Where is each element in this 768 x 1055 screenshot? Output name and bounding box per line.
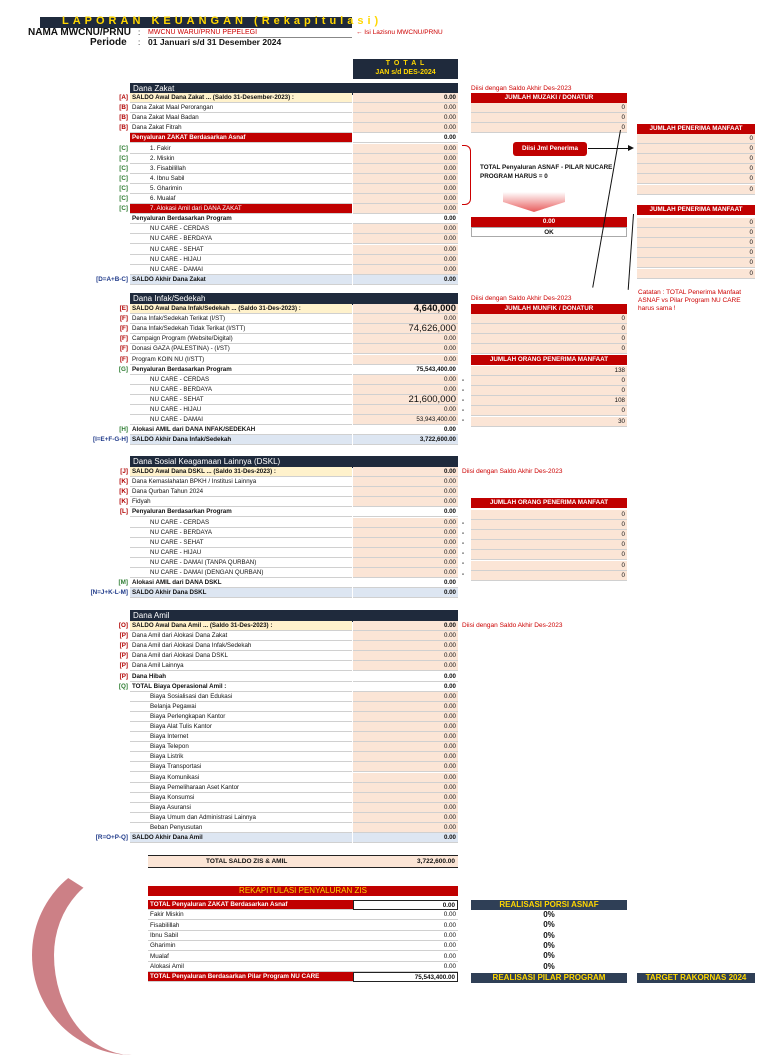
row-value[interactable]: 0.00 — [353, 712, 458, 722]
row-value[interactable]: 0.00 — [353, 344, 458, 354]
count-value[interactable]: 0 — [637, 174, 755, 184]
row-code: [C] — [119, 184, 128, 192]
realisasi-value: 0% — [543, 940, 555, 950]
row-code: [P] — [119, 642, 128, 650]
row-value[interactable]: 0.00 — [353, 487, 458, 497]
count-value[interactable]: 0 — [637, 134, 755, 144]
row-label: NU CARE - SEHAT — [130, 538, 352, 548]
ditto-mark: " — [462, 522, 465, 529]
realisasi-value: 0% — [543, 920, 555, 930]
row-label: Beban Penyusutan — [130, 823, 352, 833]
rekap-row-value: 0.00 — [353, 952, 458, 962]
row-value[interactable]: 0.00 — [353, 732, 458, 742]
arrow-right-icon — [588, 148, 630, 149]
realisasi-pilar-header: REALISASI PILAR PROGRAM — [471, 973, 627, 983]
row-label: NU CARE - DAMAI (TANPA QURBAN) — [130, 558, 352, 568]
row-code: [B] — [119, 114, 128, 122]
row-code: [P] — [119, 632, 128, 640]
row-label: Dana Hibah — [130, 672, 352, 682]
row-code: [G] — [118, 365, 128, 373]
section-title-zakat: Dana Zakat — [130, 83, 458, 95]
row-value[interactable]: 0.00 — [353, 803, 458, 813]
rekap-row-label: Alokasi Amil — [148, 962, 353, 972]
row-code: [B] — [119, 104, 128, 112]
rekap-title: REKAPITULASI PENYALURAN ZIS — [148, 886, 458, 896]
row-code: [C] — [119, 144, 128, 152]
row-label: Dana Amil Lainnya — [130, 661, 352, 671]
row-label: Biaya Internet — [130, 732, 352, 742]
zakat-saldo-note: Diisi dengan Saldo Akhir Des-2023 — [471, 85, 572, 92]
down-arrow-icon — [503, 192, 565, 212]
realisasi-value: 0% — [543, 951, 555, 961]
row-value[interactable]: 0.00 — [353, 224, 458, 234]
row-label: NU CARE - HIJAU — [130, 255, 352, 265]
count-value[interactable]: 0 — [637, 218, 755, 228]
count-value[interactable]: 0 — [637, 248, 755, 258]
row-value[interactable]: 0.00 — [353, 204, 458, 214]
row-value[interactable]: 0.00 — [353, 692, 458, 702]
row-label: NU CARE - BERDAYA — [130, 528, 352, 538]
row-label: Biaya Alat Tulis Kantor — [130, 722, 352, 732]
row-value[interactable]: 0.00 — [353, 154, 458, 164]
bracket-icon — [462, 145, 471, 205]
row-value[interactable]: 0.00 — [353, 641, 458, 651]
row-value[interactable]: 0.00 — [353, 467, 458, 477]
row-value[interactable]: 0.00 — [353, 722, 458, 732]
row-code: [K] — [119, 478, 128, 486]
row-value[interactable]: 0.00 — [353, 314, 458, 324]
row-label: SALDO Awal Dana Zakat ... (Saldo 31-Desember-2023) : — [130, 93, 352, 103]
count-value[interactable]: 0 — [637, 154, 755, 164]
row-label: SALDO Akhir Dana Infak/Sedekah — [130, 435, 352, 445]
row-value[interactable]: 0.00 — [353, 255, 458, 265]
row-value[interactable]: 0.00 — [353, 631, 458, 641]
row-value[interactable]: 0.00 — [353, 558, 458, 568]
row-label: NU CARE - DAMAI — [130, 265, 352, 275]
row-code: [C] — [119, 154, 128, 162]
count-value[interactable]: 0 — [471, 386, 627, 396]
row-label: Biaya Telepon — [130, 742, 352, 752]
total-column-header — [353, 59, 458, 79]
row-code: [P] — [119, 652, 128, 660]
count-value[interactable]: 0 — [637, 238, 755, 248]
row-value[interactable]: 74,626,000 — [353, 324, 458, 334]
count-value[interactable]: 0 — [637, 164, 755, 174]
row-value[interactable]: 0.00 — [353, 651, 458, 661]
row-label: Biaya Listrik — [130, 752, 352, 762]
row-value[interactable]: 0.00 — [353, 793, 458, 803]
row-label: NU CARE - CERDAS — [130, 518, 352, 528]
row-label: Dana Amil dari Alokasi Dana DSKL — [130, 651, 352, 661]
row-code: [M] — [118, 579, 128, 587]
row-label: NU CARE - BERDAYA — [130, 234, 352, 244]
row-value: 0.00 — [353, 578, 458, 588]
row-label: NU CARE - BERDAYA — [130, 385, 352, 395]
row-label: Biaya Sosialisasi dan Edukasi — [130, 692, 352, 702]
row-label: SALDO Akhir Dana Amil — [130, 833, 352, 843]
rekap-row-label: Gharimin — [148, 941, 353, 951]
row-value[interactable]: 0.00 — [353, 194, 458, 204]
count-value[interactable]: 0 — [637, 144, 755, 154]
section-title-amil: Dana Amil — [130, 610, 458, 622]
amil-saldo-note: Diisi dengan Saldo Akhir Des-2023 — [462, 622, 563, 629]
nama-colon: : — [138, 28, 141, 37]
row-value[interactable]: 0.00 — [353, 548, 458, 558]
row-label: Dana Kemaslahatan BPKH / Institusi Lainnya — [130, 477, 352, 487]
row-label: NU CARE - HIJAU — [130, 405, 352, 415]
row-code: [F] — [119, 335, 128, 343]
row-value[interactable]: 0.00 — [353, 742, 458, 752]
row-label: Biaya Konsumsi — [130, 793, 352, 803]
row-code: [K] — [119, 498, 128, 506]
row-value[interactable]: 0.00 — [353, 334, 458, 344]
count-value[interactable]: 0 — [471, 344, 627, 354]
total-saldo-label: TOTAL SALDO ZIS & AMIL — [206, 858, 288, 865]
count-value[interactable]: 0 — [637, 185, 755, 195]
rekap-row-value: 0.00 — [353, 931, 458, 941]
ditto-mark: " — [462, 532, 465, 540]
row-label: Biaya Umum dan Administrasi Lainnya — [130, 813, 352, 823]
row-label: Biaya Pemeliharaan Aset Kantor — [130, 783, 352, 793]
catatan-note: Catatan : TOTAL Penerima Manfaat ASNAF vs Pilar Program NU CARE harus sama ! — [638, 289, 742, 312]
count-value[interactable]: 0 — [471, 561, 627, 571]
row-label: NU CARE - CERDAS — [130, 224, 352, 234]
row-label: 2. Miskin — [130, 154, 352, 164]
row-value: 0.00 — [353, 133, 458, 143]
row-value: 3,722,600.00 — [353, 435, 458, 445]
count-value[interactable]: 0 — [471, 510, 627, 520]
section-title-infak: Dana Infak/Sedekah — [130, 293, 458, 305]
row-label: NU CARE - SEHAT — [130, 395, 352, 405]
row-value[interactable]: 0.00 — [353, 234, 458, 244]
ditto-mark: " — [462, 409, 465, 417]
row-value: 0.00 — [353, 588, 458, 598]
row-label: SALDO Awal Dana DSKL ... (Saldo 31-Des-2023) : — [130, 467, 352, 477]
row-value[interactable]: 0.00 — [353, 538, 458, 548]
row-label: NU CARE - CERDAS — [130, 375, 352, 385]
count-value[interactable]: 0 — [471, 324, 627, 334]
row-value[interactable]: 0.00 — [353, 783, 458, 793]
rekap-row-label: Mualaf — [148, 952, 353, 962]
row-code: [Q] — [118, 682, 128, 690]
row-code: [D=A+B-C] — [96, 275, 128, 283]
realisasi-asnaf-header: REALISASI PORSI ASNAF — [471, 900, 627, 910]
count-value[interactable]: 0 — [471, 113, 627, 123]
periode-colon: : — [138, 38, 141, 47]
row-label: Penyaluran ZAKAT Berdasarkan Asnaf — [130, 133, 352, 143]
row-value[interactable]: 0.00 — [353, 164, 458, 174]
rekap-row-label: Fakir Miskin — [148, 910, 353, 920]
rekap-row-label: TOTAL Penyaluran ZAKAT Berdasarkan Asnaf — [148, 900, 353, 910]
row-code: [O] — [118, 622, 128, 629]
row-label: Dana Zakat Maal Badan — [130, 113, 352, 123]
periode-label: Periode — [90, 37, 127, 48]
row-label: Dana Zakat Maal Perorangan — [130, 103, 352, 113]
penerima-manfaat-header-2: JUMLAH PENERIMA MANFAAT — [637, 205, 755, 215]
total-penyaluran-note: TOTAL Penyaluran ASNAF - PILAR NUCARE PROGRAM HARUS = 0 — [480, 164, 613, 180]
row-value[interactable]: 0.00 — [353, 661, 458, 671]
row-code: [J] — [120, 468, 128, 475]
row-code: [C] — [119, 195, 128, 202]
munfik-header: JUMLAH MUNFIK / DONATUR — [471, 304, 627, 314]
nama-note: ← Isi Lazisnu MWCNU/PRNU — [356, 29, 443, 36]
diisi-jml-penerima: Diisi Jml Penerima — [513, 142, 587, 156]
row-value: 75,543,400.00 — [353, 365, 458, 375]
catatan-arrow-1 — [592, 130, 621, 288]
rekap-row-value: 0.00 — [353, 900, 458, 910]
row-code: [C] — [119, 205, 128, 213]
rekap-row-value: 0.00 — [353, 962, 458, 972]
section-title-dskl: Dana Sosial Keagamaan Lainnya (DSKL) — [130, 456, 458, 468]
row-value[interactable]: 0.00 — [353, 823, 458, 833]
rekap-row-value: 0.00 — [353, 910, 458, 920]
row-code: [H] — [119, 426, 128, 434]
row-value[interactable]: 0.00 — [353, 762, 458, 772]
total-saldo-row — [148, 855, 458, 868]
row-code: [I=E+F-G-H] — [93, 436, 128, 444]
realisasi-value: 0% — [543, 910, 555, 919]
row-label: 4. Ibnu Sabil — [130, 174, 352, 184]
count-value[interactable]: 0 — [471, 406, 627, 416]
ditto-mark: " — [462, 572, 465, 580]
total-header-line1: T O T A L — [385, 60, 426, 67]
row-label: Penyaluran Berdasarkan Program — [130, 365, 352, 375]
row-value[interactable]: 0.00 — [353, 773, 458, 783]
arrow-right-head-icon — [628, 145, 634, 151]
row-code: [K] — [119, 488, 128, 496]
count-value[interactable]: 0 — [471, 520, 627, 530]
row-label: 1. Fakir — [130, 144, 352, 154]
row-code: [C] — [119, 164, 128, 172]
count-value[interactable]: 0 — [471, 540, 627, 550]
realisasi-value: 0% — [543, 961, 555, 971]
row-value[interactable]: 0.00 — [353, 568, 458, 578]
row-code: [P] — [119, 672, 128, 680]
row-label: Dana Infak/Sedekah Terikat (I/ST) — [130, 314, 352, 324]
row-value[interactable]: 4,640,000 — [353, 304, 458, 314]
row-code: [B] — [119, 124, 128, 132]
row-value: 0.00 — [353, 507, 458, 517]
row-label: 3. Fisabilillah — [130, 164, 352, 174]
count-value[interactable]: 0 — [471, 123, 627, 133]
row-label: Biaya Perlengkapan Kantor — [130, 712, 352, 722]
ditto-mark: " — [462, 419, 465, 427]
row-value: 0.00 — [353, 682, 458, 692]
row-label: Biaya Komunikasi — [130, 773, 352, 783]
check-status: OK — [471, 227, 627, 237]
row-label: Penyaluran Berdasarkan Program — [130, 214, 352, 224]
row-value[interactable]: 0.00 — [353, 621, 458, 631]
total-header-line2: JAN s/d DES-2024 — [375, 69, 436, 76]
row-code: [F] — [119, 345, 128, 353]
count-value[interactable]: 0 — [471, 571, 627, 581]
ditto-mark: " — [462, 542, 465, 550]
rekap-row-value: 0.00 — [353, 941, 458, 951]
check-value: 0.00 — [471, 217, 627, 227]
row-label: SALDO Awal Dana Amil ... (Saldo 31-Des-2023) : — [130, 621, 352, 631]
row-value[interactable]: 0.00 — [353, 103, 458, 113]
row-label: NU CARE - HIJAU — [130, 548, 352, 558]
row-value[interactable]: 0.00 — [353, 813, 458, 823]
count-value[interactable]: 138 — [471, 366, 627, 376]
row-label: Program KOIN NU (I/STT) — [130, 355, 352, 365]
row-value[interactable]: 0.00 — [353, 245, 458, 255]
row-label: SALDO Awal Dana Infak/Sedekah ... (Saldo 31-Des-2023) : — [130, 304, 352, 314]
ditto-mark: " — [462, 379, 465, 386]
row-label: NU CARE - DAMAI — [130, 415, 352, 425]
ditto-mark: " — [462, 389, 465, 397]
row-label: Fidyah — [130, 497, 352, 507]
ditto-mark: " — [462, 562, 465, 570]
nama-label: NAMA MWCNU/PRNU — [28, 27, 131, 38]
count-value[interactable]: 30 — [471, 417, 627, 427]
row-label: Donasi GAZA (PALESTINA) - (I/ST) — [130, 344, 352, 354]
report-title: LAPORAN KEUANGAN (Rekapitulasi) — [62, 15, 383, 27]
row-value[interactable]: 0.00 — [353, 477, 458, 487]
row-label: 7. Alokasi Amil dari DANA ZAKAT — [130, 204, 352, 214]
count-value[interactable]: 0 — [471, 376, 627, 386]
row-value: 0.00 — [353, 425, 458, 435]
row-code: [A] — [119, 94, 128, 101]
penerima-manfaat-header: JUMLAH PENERIMA MANFAAT — [637, 124, 755, 134]
row-code: [F] — [119, 355, 128, 363]
row-value[interactable]: 0.00 — [353, 385, 458, 395]
infak-saldo-note: Diisi dengan Saldo Akhir Des-2023 — [471, 295, 572, 302]
total-saldo-value: 3,722,600.00 — [417, 858, 455, 865]
dskl-saldo-note: Diisi dengan Saldo Akhir Des-2023 — [462, 468, 563, 475]
row-value: 0.00 — [353, 214, 458, 224]
row-value[interactable]: 0.00 — [353, 355, 458, 365]
row-value: 0.00 — [353, 672, 458, 682]
row-value[interactable]: 21,600,000 — [353, 395, 458, 405]
row-value: 0.00 — [353, 275, 458, 285]
realisasi-value: 0% — [543, 930, 555, 940]
count-value[interactable]: 0 — [471, 334, 627, 344]
muzaki-header: JUMLAH MUZAKI / DONATUR — [471, 93, 627, 103]
target-rakornas-header: TARGET RAKORNAS 2024 — [637, 973, 755, 983]
row-value[interactable]: 0.00 — [353, 518, 458, 528]
row-label: SALDO Akhir Dana DSKL — [130, 588, 352, 598]
ditto-mark: " — [462, 552, 465, 560]
row-value[interactable]: 0.00 — [353, 405, 458, 415]
count-value[interactable]: 0 — [471, 314, 627, 324]
row-value[interactable]: 0.00 — [353, 528, 458, 538]
row-label: 5. Gharimin — [130, 184, 352, 194]
count-value[interactable]: 0 — [637, 228, 755, 238]
row-value[interactable]: 0.00 — [353, 144, 458, 154]
count-value[interactable]: 0 — [637, 258, 755, 268]
count-value[interactable]: 0 — [471, 103, 627, 113]
row-label: NU CARE - DAMAI (DENGAN QURBAN) — [130, 568, 352, 578]
row-code: [L] — [119, 508, 128, 516]
row-label: Dana Zakat Fitrah — [130, 123, 352, 133]
row-label: Biaya Asuransi — [130, 803, 352, 813]
ditto-mark: " — [462, 399, 465, 407]
nama-value[interactable]: MWCNU WARU/PRNU PEPELEGI — [148, 28, 352, 38]
row-value[interactable]: 0.00 — [353, 113, 458, 123]
count-value[interactable]: 0 — [637, 269, 755, 279]
row-code: [R=O+P-Q] — [95, 834, 128, 842]
row-value[interactable]: 0.00 — [353, 174, 458, 184]
count-value[interactable]: 0 — [471, 550, 627, 560]
row-label: SALDO Akhir Dana Zakat — [130, 275, 352, 285]
dskl-penerima-header: JUMLAH ORANG PENERIMA MANFAAT — [471, 498, 627, 508]
row-value[interactable]: 0.00 — [353, 184, 458, 194]
row-code: [E] — [119, 305, 128, 312]
row-code: [P] — [119, 662, 128, 670]
row-label: Alokasi AMIL dari DANA DSKL — [130, 578, 352, 588]
row-label: Biaya Transportasi — [130, 762, 352, 772]
row-label: Dana Qurban Tahun 2024 — [130, 487, 352, 497]
row-value[interactable]: 0.00 — [353, 265, 458, 275]
row-value[interactable]: 53,943,400.00 — [353, 415, 458, 425]
row-label: NU CARE - SEHAT — [130, 245, 352, 255]
count-value[interactable]: 0 — [471, 530, 627, 540]
row-label: 6. Mualaf — [130, 194, 352, 204]
count-value[interactable]: 108 — [471, 396, 627, 406]
row-value[interactable]: 0.00 — [353, 497, 458, 507]
row-code: [N=J+K-L-M] — [90, 589, 128, 597]
infak-penerima-header: JUMLAH ORANG PENERIMA MANFAAT — [471, 355, 627, 365]
row-code: [C] — [119, 174, 128, 182]
row-value[interactable]: 0.00 — [353, 93, 458, 103]
row-value[interactable]: 0.00 — [353, 702, 458, 712]
rekap-row-label: Fisabilillah — [148, 921, 353, 931]
row-label: Dana Amil dari Alokasi Dana Infak/Sedekah — [130, 641, 352, 651]
row-value[interactable]: 0.00 — [353, 752, 458, 762]
row-value: 0.00 — [353, 833, 458, 843]
row-value[interactable]: 0.00 — [353, 375, 458, 385]
row-label: Dana Infak/Sedekah Tidak Terikat (I/STT) — [130, 324, 352, 334]
row-code: [F] — [119, 325, 128, 333]
row-label: Belanja Pegawai — [130, 702, 352, 712]
periode-value: 01 Januari s/d 31 Desember 2024 — [148, 37, 282, 47]
row-label: Campaign Program (Website/Digital) — [130, 334, 352, 344]
row-label: TOTAL Biaya Operasional Amil : — [130, 682, 352, 692]
rekap-row-value: 75,543,400.00 — [353, 972, 458, 982]
row-label: Alokasi AMIL dari DANA INFAK/SEDEKAH — [130, 425, 352, 435]
row-label: Penyaluran Berdasarkan Program — [130, 507, 352, 517]
catatan-arrow-2 — [628, 214, 634, 290]
row-label: Dana Amil dari Alokasi Dana Zakat — [130, 631, 352, 641]
rekap-row-label: TOTAL Penyaluran Berdasarkan Pilar Program NU CARE — [148, 972, 353, 982]
rekap-row-value: 0.00 — [353, 921, 458, 931]
rekap-row-label: Ibnu Sabil — [148, 931, 353, 941]
row-value[interactable]: 0.00 — [353, 123, 458, 133]
row-code: [F] — [119, 315, 128, 323]
